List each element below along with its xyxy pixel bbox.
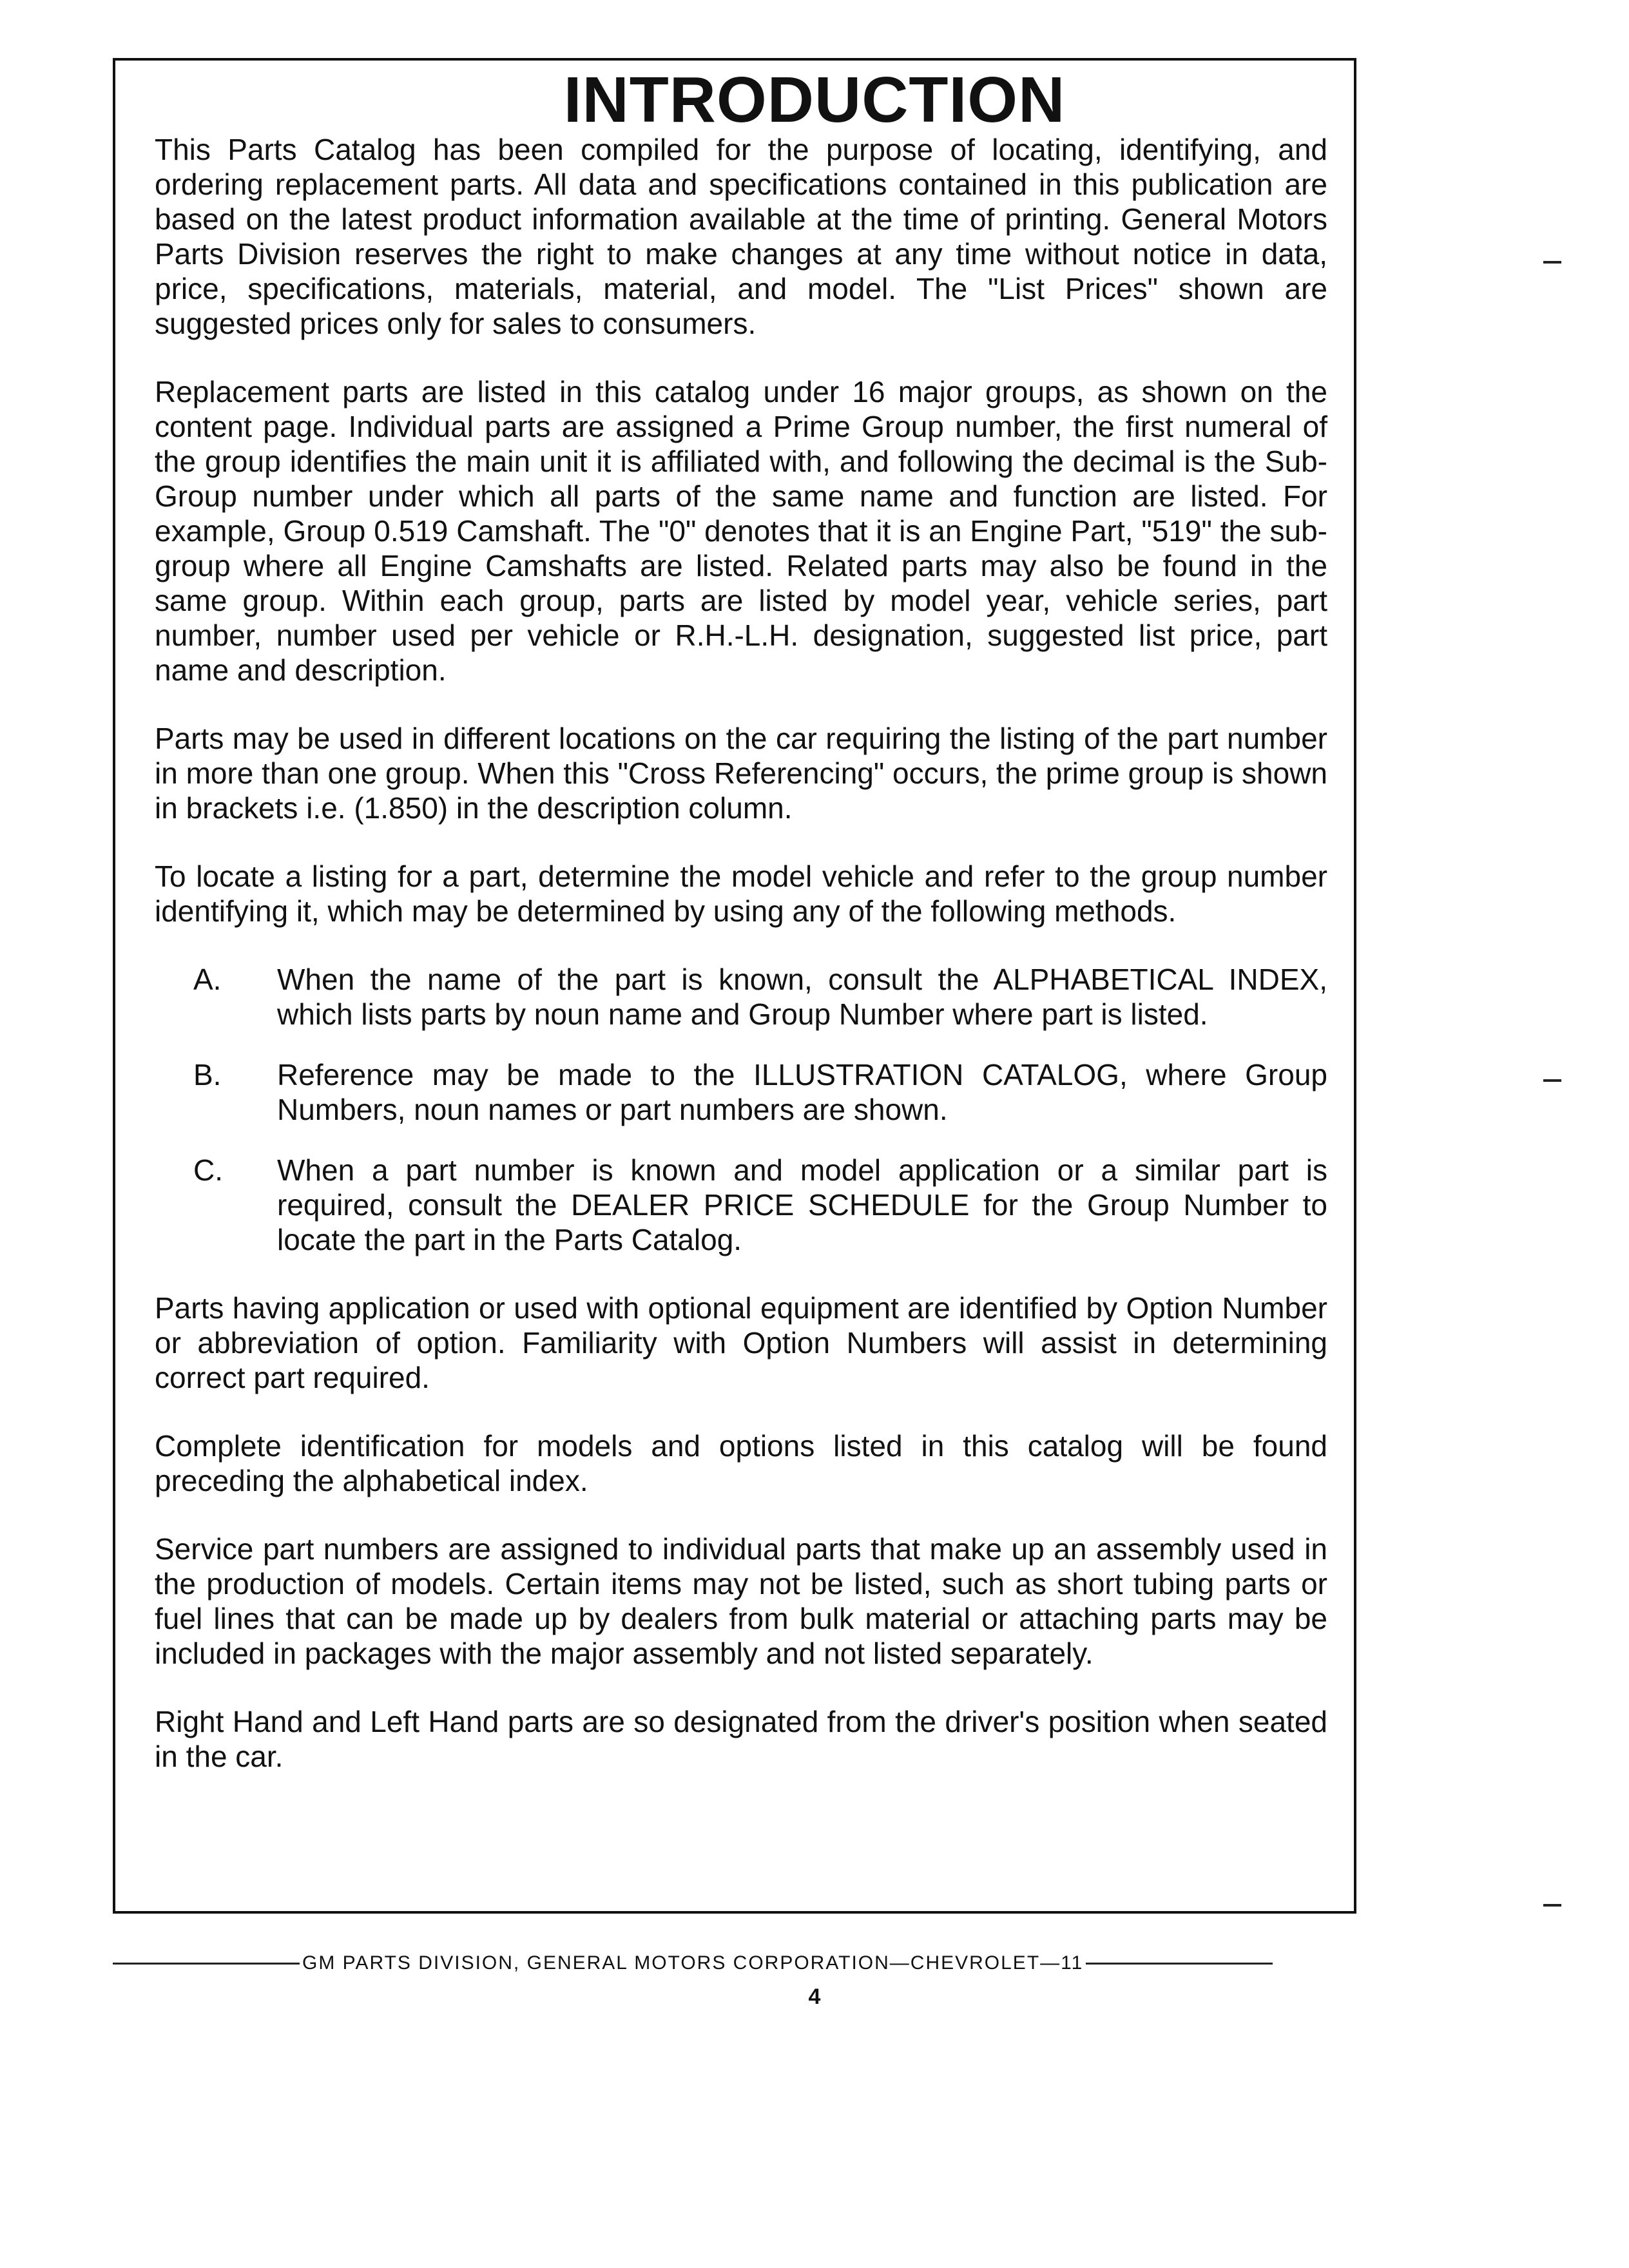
- paragraph-identification: Complete identification for models and options listed in this catalog will be found preceding the alphabetical index.: [155, 1429, 1327, 1497]
- list-item: [193, 1057, 1327, 1127]
- paragraph-purpose: This Parts Catalog has been compiled for the purpose of locating, identifying, and ordering replacement parts. All data and specifications contained in this publication are based on the latest product information available at the time of printing. General Motors Parts Division reserves the right to make changes at any time without notice in data, price, specifications, materials, material, and model. The "List Prices" shown are suggested prices only for sales to consumers.: [155, 133, 1327, 340]
- list-item-letter: A.: [193, 963, 222, 996]
- margin-dash-mark: [1543, 261, 1561, 264]
- page-footer: [113, 1952, 1356, 1974]
- paragraph-cross-referencing: Parts may be used in different locations on the car requiring the listing of the part number in more than one group. When this "Cross Referencing" occurs, the prime group is shown in brackets i.e. (1.850) in the description column.: [155, 722, 1327, 825]
- list-item-letter: C.: [193, 1153, 223, 1187]
- margin-dash-mark: [1543, 1079, 1561, 1082]
- paragraph-groups: Replacement parts are listed in this catalog under 16 major groups, as shown on the content page. Individual parts are assigned a Prime Group number, the first numeral of the group identifies the main unit it is affiliated with, and following the decimal is the Sub-Group number under which all parts of the same name and function are listed. For example, Group 0.519 Camshaft. The "0" denotes that it is an Engine Part, "519" the sub-group where all Engine Camshafts are listed. Related parts may also be found in the same group. Within each group, parts are listed by model year, vehicle series, part number, number used per vehicle or R.H.-L.H. designation, suggested list price, part name and description.: [155, 375, 1327, 687]
- paragraph-locate-part: To locate a listing for a part, determine the model vehicle and refer to the group number identifying it, which may be determined by using any of the following methods.: [155, 860, 1327, 928]
- footer-text: GM PARTS DIVISION, GENERAL MOTORS CORPORATION—CHEVROLET—11: [302, 1952, 1084, 1974]
- introduction-body: [155, 132, 1327, 1774]
- footer-rule-left: [113, 1963, 300, 1965]
- page-title: INTRODUCTION: [563, 64, 1066, 136]
- list-item-text: When a part number is known and model application or a similar part is required, consult the DEALER PRICE SCHEDULE for the Group Number to locate the part in the Parts Catalog.: [277, 1153, 1327, 1256]
- paragraph-options: Parts having application or used with optional equipment are identified by Option Number or abbreviation of option. Familiarity with Option Numbers will assist in determining correct part required.: [155, 1291, 1327, 1394]
- list-item-text: Reference may be made to the ILLUSTRATION CATALOG, where Group Numbers, noun names or part numbers are shown.: [277, 1058, 1327, 1126]
- list-item-text: When the name of the part is known, consult the ALPHABETICAL INDEX, which lists parts by noun name and Group Number where part is listed.: [277, 963, 1327, 1031]
- margin-dash-mark: [1543, 1904, 1561, 1907]
- paragraph-service-parts: Service part numbers are assigned to individual parts that make up an assembly used in the production of models. Certain items may not be listed, such as short tubing parts or fuel lines that can be made up by dealers from bulk material or attaching parts may be included in packages with the major assembly and not listed separately.: [155, 1532, 1327, 1670]
- page-number: 4: [808, 1984, 821, 2009]
- list-item: [193, 962, 1327, 1032]
- footer-rule-right: [1086, 1963, 1273, 1965]
- paragraph-right-left-hand: Right Hand and Left Hand parts are so designated from the driver's position when seated in the car.: [155, 1705, 1327, 1773]
- method-list: [155, 962, 1327, 1257]
- list-item-letter: B.: [193, 1058, 222, 1091]
- list-item: [193, 1153, 1327, 1257]
